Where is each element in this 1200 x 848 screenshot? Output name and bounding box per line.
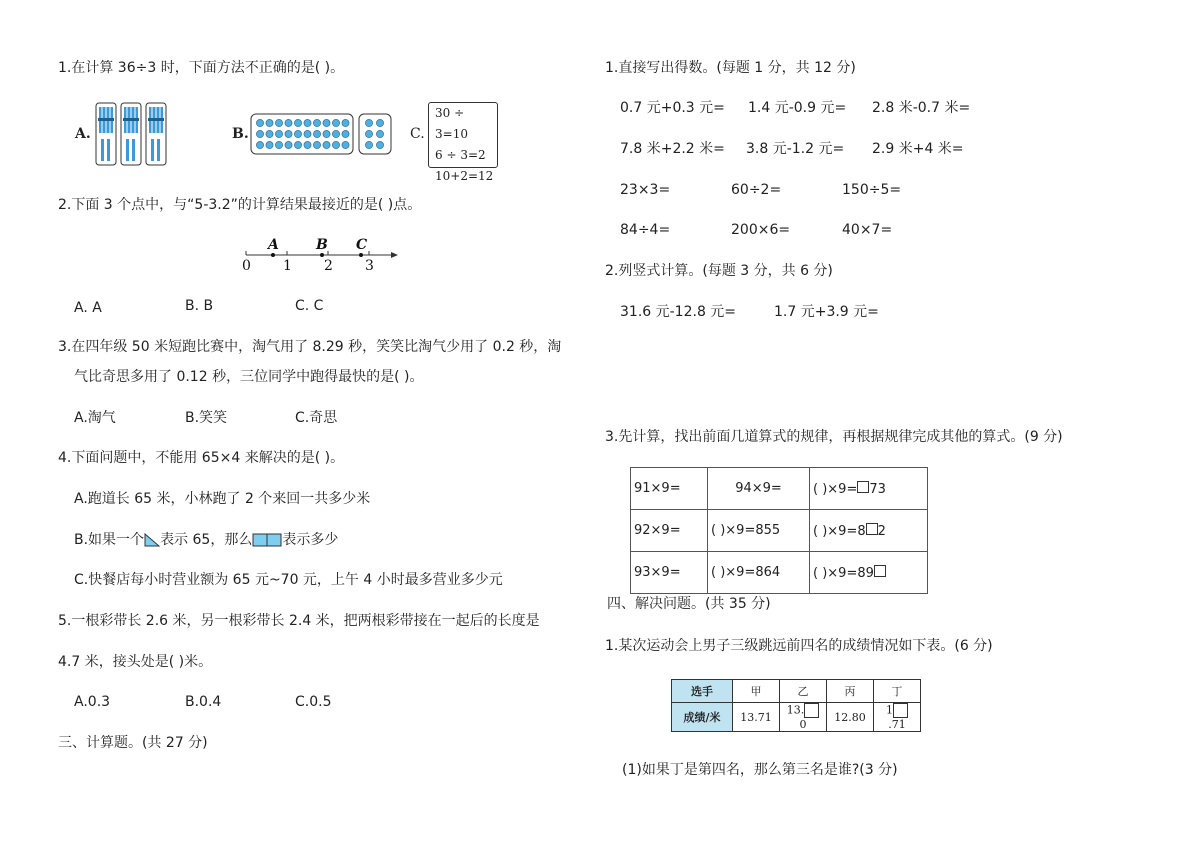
calc-2-item-2: 1.7 元+3.9 元=	[774, 304, 879, 320]
q2-number-line	[238, 234, 403, 274]
calc-1-r3c1: 23×3=	[620, 182, 671, 198]
calc-1-r1c2: 1.4 元-0.9 元=	[748, 100, 847, 116]
calc-3-cell: ( )×9=89	[810, 552, 928, 594]
header-cell: 乙	[780, 680, 827, 703]
q2-text: 2.下面 3 个点中，与“5-3.2”的计算结果最接近的是( )点。	[58, 197, 422, 213]
calc-1-title: 1.直接写出得数。(每题 1 分，共 12 分)	[605, 60, 856, 76]
calc-1-r4c1: 84÷4=	[620, 222, 671, 238]
dot-mark	[342, 119, 349, 126]
q4-option-b	[74, 530, 338, 550]
q1-c-line-2: 6 ÷ 3=2	[435, 148, 486, 162]
header-cell: 丁	[874, 680, 921, 703]
q5-option-b: B.0.4	[185, 694, 222, 710]
q2-tick-2: 2	[324, 258, 333, 274]
calc-1-r1c1: 0.7 元+0.3 元=	[620, 100, 725, 116]
q2-point-a: A	[268, 237, 279, 253]
dot-mark	[332, 141, 339, 148]
q1-option-b-label: B.	[232, 126, 249, 142]
q2-point-c: C	[356, 237, 368, 253]
dot-mark	[294, 141, 301, 148]
dot-mark	[313, 130, 320, 137]
blank-box	[866, 523, 878, 535]
problem-1-title: 1.某次运动会上男子三级跳远前四名的成绩情况如下表。(6 分)	[605, 638, 993, 654]
dot-mark	[266, 130, 273, 137]
calc-3-cell: ( )×9=855	[708, 510, 810, 552]
q4-option-b-mid: 表示 65，那么	[160, 532, 253, 548]
section-3-heading: 三、计算题。(共 27 分)	[58, 735, 208, 751]
calc-3-title: 3.先计算，找出前面几道算式的规律，再根据规律完成其他的算式。(9 分)	[605, 429, 1063, 445]
q4-text: 4.下面问题中，不能用 65×4 来解决的是( )。	[58, 450, 345, 466]
calc-1-r3c3: 150÷5=	[842, 182, 902, 198]
dot-mark	[275, 141, 282, 148]
dot-mark	[285, 130, 292, 137]
dot-mark	[323, 119, 330, 126]
q1-c-line-3: 10+2=12	[435, 169, 494, 183]
row-label: 成绩/米	[672, 703, 733, 732]
calc-2-item-1: 31.6 元-12.8 元=	[620, 304, 737, 320]
q2-tick-3: 3	[365, 258, 374, 274]
q2-point-b: B	[316, 237, 328, 253]
dot-mark	[342, 141, 349, 148]
q2-option-a: A. A	[74, 300, 102, 316]
header-cell: 甲	[733, 680, 780, 703]
calc-1-r4c3: 40×7=	[842, 222, 893, 238]
q5-line-2: 4.7 米，接头处是( )米。	[58, 654, 213, 670]
calc-1-r2c1: 7.8 米+2.2 米=	[620, 141, 725, 157]
dot-mark	[285, 141, 292, 148]
dot-mark	[376, 141, 383, 148]
dot-mark	[266, 119, 273, 126]
dot-mark	[365, 130, 372, 137]
dot-mark	[376, 130, 383, 137]
header-cell: 选手	[672, 680, 733, 703]
calc-2-title: 2.列竖式计算。(每题 3 分，共 6 分)	[605, 263, 833, 279]
blank-box	[874, 565, 886, 577]
dot-mark	[332, 119, 339, 126]
dot-mark	[376, 119, 383, 126]
triangle-icon	[144, 533, 160, 547]
q1-option-c-label: C.	[410, 126, 425, 142]
dot-mark	[266, 141, 273, 148]
dot-mark	[313, 141, 320, 148]
score-jia: 13.71	[733, 703, 780, 732]
q1-option-a-label: A.	[75, 126, 91, 142]
score-ding: 1.71	[874, 703, 921, 732]
triple-jump-score-table	[671, 679, 921, 732]
q2-tick-0: 0	[242, 258, 251, 274]
calc-3-cell: ( )×9=8 2	[810, 510, 928, 552]
table-row	[631, 468, 928, 510]
q1-stick-bundles-image	[95, 102, 167, 166]
score-bing: 12.80	[827, 703, 874, 732]
q2-tick-1: 1	[283, 258, 292, 274]
q5-option-c: C.0.5	[295, 694, 332, 710]
rectangle-icon	[252, 533, 282, 547]
dot-mark	[304, 130, 311, 137]
q1-dot-grid-image	[250, 113, 400, 155]
dot-mark	[332, 130, 339, 137]
q4-option-b-post: 表示多少	[282, 532, 339, 548]
calc-3-cell: 92×9=	[631, 510, 708, 552]
dot-mark	[275, 130, 282, 137]
q3-line-2: 气比奇思多用了 0.12 秒，三位同学中跑得最快的是( )。	[74, 369, 424, 385]
q4-option-b-pre: B.如果一个	[74, 532, 145, 548]
q1-text: 1.在计算 36÷3 时，下面方法不正确的是( )。	[58, 60, 345, 76]
table-row	[672, 680, 921, 703]
q4-option-c: C.快餐店每小时营业额为 65 元~70 元，上午 4 小时最多营业多少元	[74, 572, 503, 588]
calc-3-cell: ( )×9=864	[708, 552, 810, 594]
blank-box	[857, 481, 869, 493]
table-row	[631, 510, 928, 552]
calc-3-cell: 91×9=	[631, 468, 708, 510]
table-row	[631, 552, 928, 594]
calc-3-pattern-table	[630, 467, 928, 594]
q3-option-b: B.笑笑	[185, 410, 228, 426]
dot-mark	[342, 130, 349, 137]
calc-3-cell: ( )×9= 73	[810, 468, 928, 510]
blank-box	[804, 703, 819, 718]
calc-1-r1c3: 2.8 米-0.7 米=	[872, 100, 971, 116]
blank-box	[893, 703, 908, 718]
header-cell: 丙	[827, 680, 874, 703]
q3-option-c: C.奇思	[295, 410, 338, 426]
dot-mark	[256, 119, 263, 126]
dot-mark	[313, 119, 320, 126]
dot-mark	[285, 119, 292, 126]
dot-mark	[323, 130, 330, 137]
dot-mark	[323, 141, 330, 148]
q2-option-b: B. B	[185, 298, 214, 314]
q3-line-1: 3.在四年级 50 米短跑比赛中，淘气用了 8.29 秒，笑笑比淘气少用了 0.2 秒，淘	[58, 339, 562, 355]
q5-option-a: A.0.3	[74, 694, 111, 710]
q5-line-1: 5.一根彩带长 2.6 米，另一根彩带长 2.4 米，把两根彩带接在一起后的长度是	[58, 613, 540, 629]
dot-mark	[256, 130, 263, 137]
q3-option-a: A.淘气	[74, 410, 116, 426]
dot-mark	[294, 130, 301, 137]
dot-mark	[294, 119, 301, 126]
calc-1-r2c3: 2.9 米+4 米=	[872, 141, 964, 157]
dot-mark	[275, 119, 282, 126]
dot-mark	[365, 141, 372, 148]
dot-mark	[365, 119, 372, 126]
calc-1-r2c2: 3.8 元-1.2 元=	[746, 141, 845, 157]
q1-c-line-1: 30 ÷ 3=10	[435, 106, 468, 141]
dot-mark	[256, 141, 263, 148]
problem-1-sub-1: (1)如果丁是第四名，那么第三名是谁?(3 分)	[622, 762, 898, 778]
q4-option-a: A.跑道长 65 米，小林跑了 2 个来回一共多少米	[74, 491, 371, 507]
section-4-heading: 四、解决问题。(共 35 分)	[607, 596, 771, 612]
q1-option-c-box	[428, 102, 498, 183]
table-row	[672, 703, 921, 732]
calc-1-r4c2: 200×6=	[731, 222, 791, 238]
q2-option-c: C. C	[295, 298, 324, 314]
dot-mark	[304, 141, 311, 148]
dot-mark	[304, 119, 311, 126]
score-yi: 13.0	[780, 703, 827, 732]
calc-1-r3c2: 60÷2=	[731, 182, 782, 198]
calc-3-cell: 94×9=	[708, 468, 810, 510]
calc-3-cell: 93×9=	[631, 552, 708, 594]
